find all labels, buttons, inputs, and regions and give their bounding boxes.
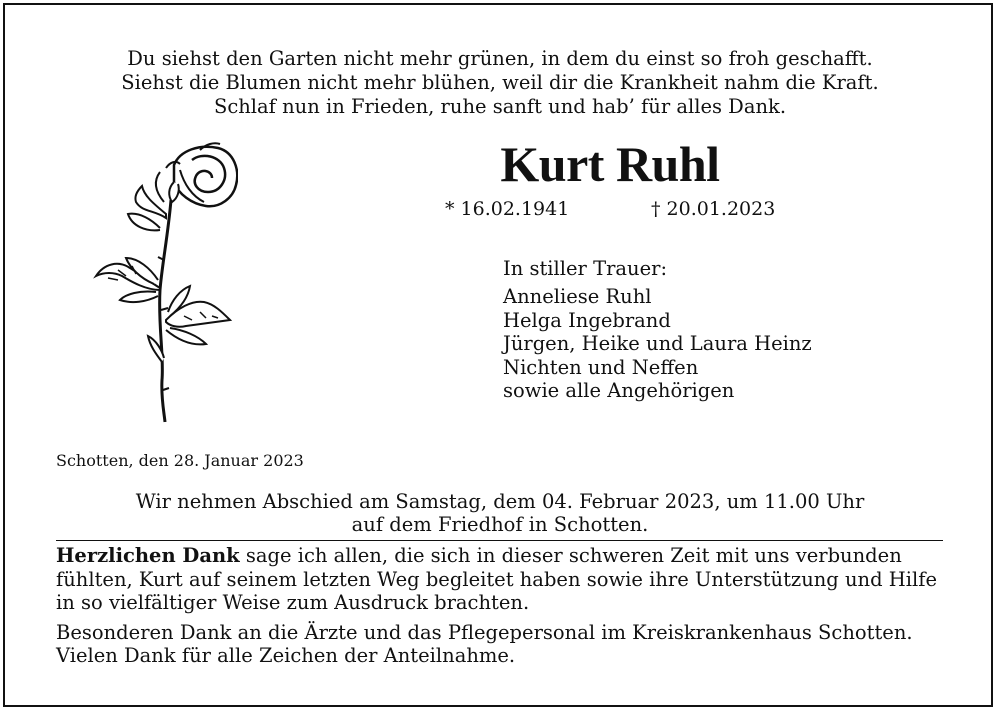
rose-icon — [88, 140, 238, 425]
ceremony-line: auf dem Friedhof in Schotten. — [351, 513, 649, 536]
thanks-text: sage ich allen, die sich in dieser schweren Zeit mit uns verbunden fühlten, Kurt auf seinem letzten Weg begleitet haben sowie ihre Unterstützung und Hilfe in so vielfältiger Weise zum Ausdruck brachten. — [56, 544, 938, 614]
death-date: † 20.01.2023 — [651, 198, 776, 220]
mourner-name: Jürgen, Heike und Laura Heinz — [503, 332, 812, 356]
thanks-block — [56, 544, 944, 674]
mourner-name: Nichten und Neffen — [503, 355, 699, 379]
ceremony-line: Wir nehmen Abschied am Samstag, dem 04. Februar 2023, um 11.00 Uhr — [135, 490, 865, 513]
ceremony-info — [0, 490, 1000, 536]
mourner-name: sowie alle Angehörigen — [503, 379, 735, 403]
thanks-lead: Herzlichen Dank — [56, 544, 240, 567]
deceased-name: Kurt Ruhl — [500, 136, 720, 192]
poem-line: Siehst die Blumen nicht mehr blühen, weil dir die Krankheit nahm die Kraft. — [121, 71, 879, 94]
mourner-name: Anneliese Ruhl — [503, 285, 652, 309]
place-and-date: Schotten, den 28. Januar 2023 — [56, 451, 304, 470]
thanks-paragraph-special: Besonderen Dank an die Ärzte und das Pflegepersonal im Kreiskrankenhaus Schotten. Vielen Dank für alle Zeichen der Anteilnahme. — [56, 620, 913, 667]
mourners-block — [503, 257, 812, 402]
mourner-name: Helga Ingebrand — [503, 308, 671, 332]
divider — [56, 540, 943, 541]
mourners-heading: In stiller Trauer: — [503, 257, 668, 280]
memorial-poem — [0, 47, 1000, 119]
thanks-paragraph — [56, 544, 944, 615]
birth-date: * 16.02.1941 — [445, 198, 570, 220]
poem-line: Schlaf nun in Frieden, ruhe sanft und hab’ für alles Dank. — [213, 95, 787, 118]
poem-line: Du siehst den Garten nicht mehr grünen, in dem du einst so froh geschafft. — [127, 47, 873, 70]
